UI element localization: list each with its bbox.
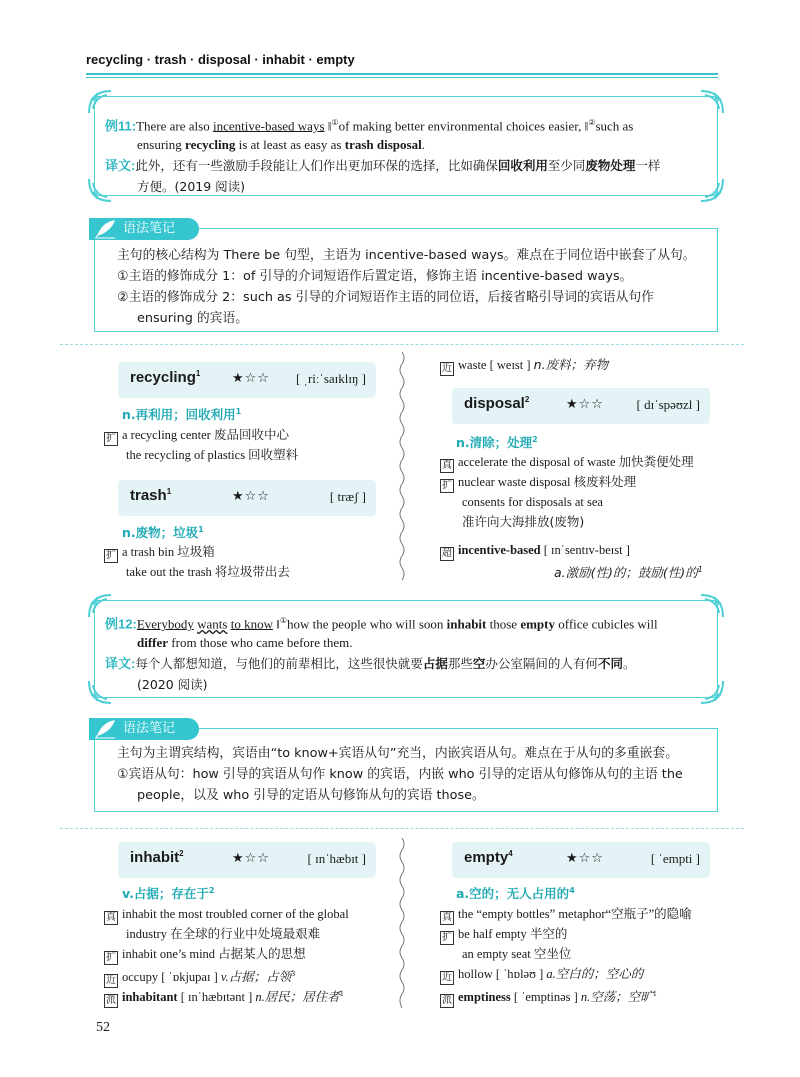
- grammar-note-box: [94, 721, 718, 812]
- ornament-corner-icon: [87, 177, 113, 203]
- entry-line: 扩 inhabit one’s mind 占据某人的思想: [106, 947, 306, 963]
- pen-icon: [93, 219, 117, 239]
- column-divider: [397, 838, 407, 1008]
- grammar-note-tag: 语法笔记: [89, 718, 199, 740]
- word-card-disposal: disposal$^2$ ★☆☆ [ dɪˈspəʊzl ]: [452, 388, 710, 424]
- entry-line: 真 inhabit the most troubled corner of the global: [106, 907, 349, 923]
- translation-line: 方便。(2019 阅读): [137, 179, 246, 194]
- example-12-box: [94, 600, 718, 698]
- part-of-speech: v.占据；存在于$^2$: [122, 885, 215, 901]
- translation-line: 译文:每个人都想知道，与他们的前辈相比，这些很快就要占据那些空办公室隔间的人有何不同。: [105, 656, 636, 671]
- grammar-note-line: ②主语的修饰成分 2：such as 引导的介词短语作主语的同位语，后接省略引导词的宾语从句作: [117, 290, 654, 305]
- column-divider: [397, 352, 407, 580]
- example-tag: 例11: [105, 118, 132, 134]
- header-rule: [86, 77, 718, 78]
- entry-line: 扩 a recycling center 废品回收中心: [106, 428, 289, 444]
- rating-stars: ★☆☆: [232, 371, 270, 386]
- entry-line: 扩 be half empty 半空的: [442, 927, 568, 943]
- section-divider: [60, 828, 744, 829]
- translation-tag: 译文: [105, 656, 132, 671]
- entry-line: 扩 a trash bin 垃圾箱: [106, 545, 215, 561]
- section-divider: [60, 344, 744, 345]
- word-card-inhabit: inhabit$^2$ ★☆☆ [ ɪnˈhæbɪt ]: [118, 842, 376, 878]
- translation-line: (2020 阅读): [137, 677, 208, 692]
- entry-line: 扩 nuclear waste disposal 核废料处理: [442, 475, 637, 491]
- entry-line: 真 accelerate the disposal of waste 加快粪便处理: [442, 455, 694, 471]
- grammar-note-box: [94, 221, 718, 332]
- entry-line: industry 在全球的行业中处境最艰难: [126, 927, 321, 941]
- pronunciation: [ dɪˈspəʊzl ]: [636, 397, 700, 412]
- entry-line: the recycling of plastics 回收塑料: [126, 448, 299, 462]
- pronunciation: [ ɪnˈhæbɪt ]: [307, 851, 366, 866]
- grammar-note-line: ensuring 的宾语。: [137, 311, 249, 326]
- grammar-note-line: ①主语的修饰成分 1：of 引导的介词短语作后置定语，修饰主语 incentive-based ways。: [117, 269, 633, 284]
- word-card-recycling: recycling$^1$ ★☆☆ [ ˌriːˈsaɪklɪŋ ]: [118, 362, 376, 398]
- rating-stars: ★☆☆: [232, 489, 270, 504]
- entry-line: 真 the “empty bottles” metaphor“空瓶子”的隐喻: [442, 907, 692, 923]
- header-rule: [86, 73, 718, 75]
- translation-tag: 译文: [105, 158, 132, 173]
- entry-line: a.激励(性)的；鼓励(性)的$^1$: [554, 565, 703, 581]
- entry-line: 派 inhabitant [ ɪnˈhæbɪtənt ] n.居民；居住者$^1$: [106, 989, 344, 1007]
- part-of-speech: n.再利用；回收利用$^1$: [122, 406, 242, 422]
- entry-line: 准许向大海排放(废物): [462, 514, 585, 529]
- pronunciation: [ ˌriːˈsaɪklɪŋ ]: [296, 371, 366, 386]
- entry-line: 近 occupy [ ˈɒkjupaɪ ] v.占据；占领$^3$: [106, 969, 296, 987]
- example-sentence-line: 例12:Everybody wants to know ‖①how the people who will soon inhabit those empty office cubicles will: [105, 616, 658, 632]
- example-sentence-line: ensuring recycling is at least as easy as trash disposal.: [137, 137, 425, 152]
- pen-icon: [93, 719, 117, 739]
- pronunciation: [ ˈempti ]: [650, 851, 700, 866]
- word-card-trash: trash$^1$ ★☆☆ [ træʃ ]: [118, 480, 376, 516]
- rating-stars: ★☆☆: [232, 851, 270, 866]
- entry-line: take out the trash 将垃圾带出去: [126, 565, 290, 579]
- pronunciation: [ træʃ ]: [329, 489, 366, 504]
- entry-line: 近 hollow [ ˈhɒləʊ ] a.空白的；空心的: [442, 967, 644, 983]
- grammar-note-line: people，以及 who 引导的定语从句修饰从句的宾语 those。: [137, 788, 485, 803]
- page-number: 52: [96, 1020, 110, 1035]
- part-of-speech: n.清除；处理$^2$: [456, 434, 538, 450]
- entry-line: consents for disposals at sea: [462, 495, 603, 509]
- example-sentence-line: 例11:There are also incentive-based ways ‖①of making better environmental choices easier, ‖②such as: [105, 118, 634, 134]
- word-card-empty: empty$^4$ ★☆☆ [ ˈempti ]: [452, 842, 710, 878]
- rating-stars: ★☆☆: [566, 851, 604, 866]
- running-header: recycling · trash · disposal · inhabit · empty: [86, 52, 355, 67]
- grammar-note-line: ①宾语从句：how 引导的宾语从句作 know 的宾语，内嵌 who 引导的定语从句修饰从句的主语 the: [117, 767, 683, 782]
- grammar-note-line: 主句为主谓宾结构，宾语由“to know+宾语从句”充当，内嵌宾语从句。难点在于从句的多重嵌套。: [117, 746, 678, 761]
- example-11-box: [94, 96, 718, 196]
- part-of-speech: a.空的；无人占用的$^4$: [456, 885, 575, 901]
- entry-line: 派 emptiness [ ˈemptinəs ] n.空荡；空旷$^1$: [442, 989, 657, 1007]
- translation-line: 译文:此外，还有一些激励手段能让人们作出更加环保的选择，比如确保回收利用至少同废物处理一样: [105, 158, 661, 173]
- entry-line: an empty seat 空坐位: [462, 947, 572, 961]
- grammar-note-line: 主句的核心结构为 There be 句型，主语为 incentive-based ways。难点在于同位语中嵌套了从句。: [117, 248, 696, 263]
- part-of-speech: n.废物；垃圾$^1$: [122, 524, 204, 540]
- entry-line: 近 waste [ weɪst ] n.废料；弃物: [442, 357, 609, 374]
- ornament-corner-icon: [87, 679, 113, 705]
- example-sentence-line: differ from those who came before them.: [137, 635, 353, 650]
- grammar-note-tag: 语法笔记: [89, 218, 199, 240]
- rating-stars: ★☆☆: [566, 397, 604, 412]
- example-tag: 例12: [105, 616, 133, 632]
- entry-line: 超 incentive-based [ ɪnˈsentɪv-beɪst ]: [442, 543, 630, 559]
